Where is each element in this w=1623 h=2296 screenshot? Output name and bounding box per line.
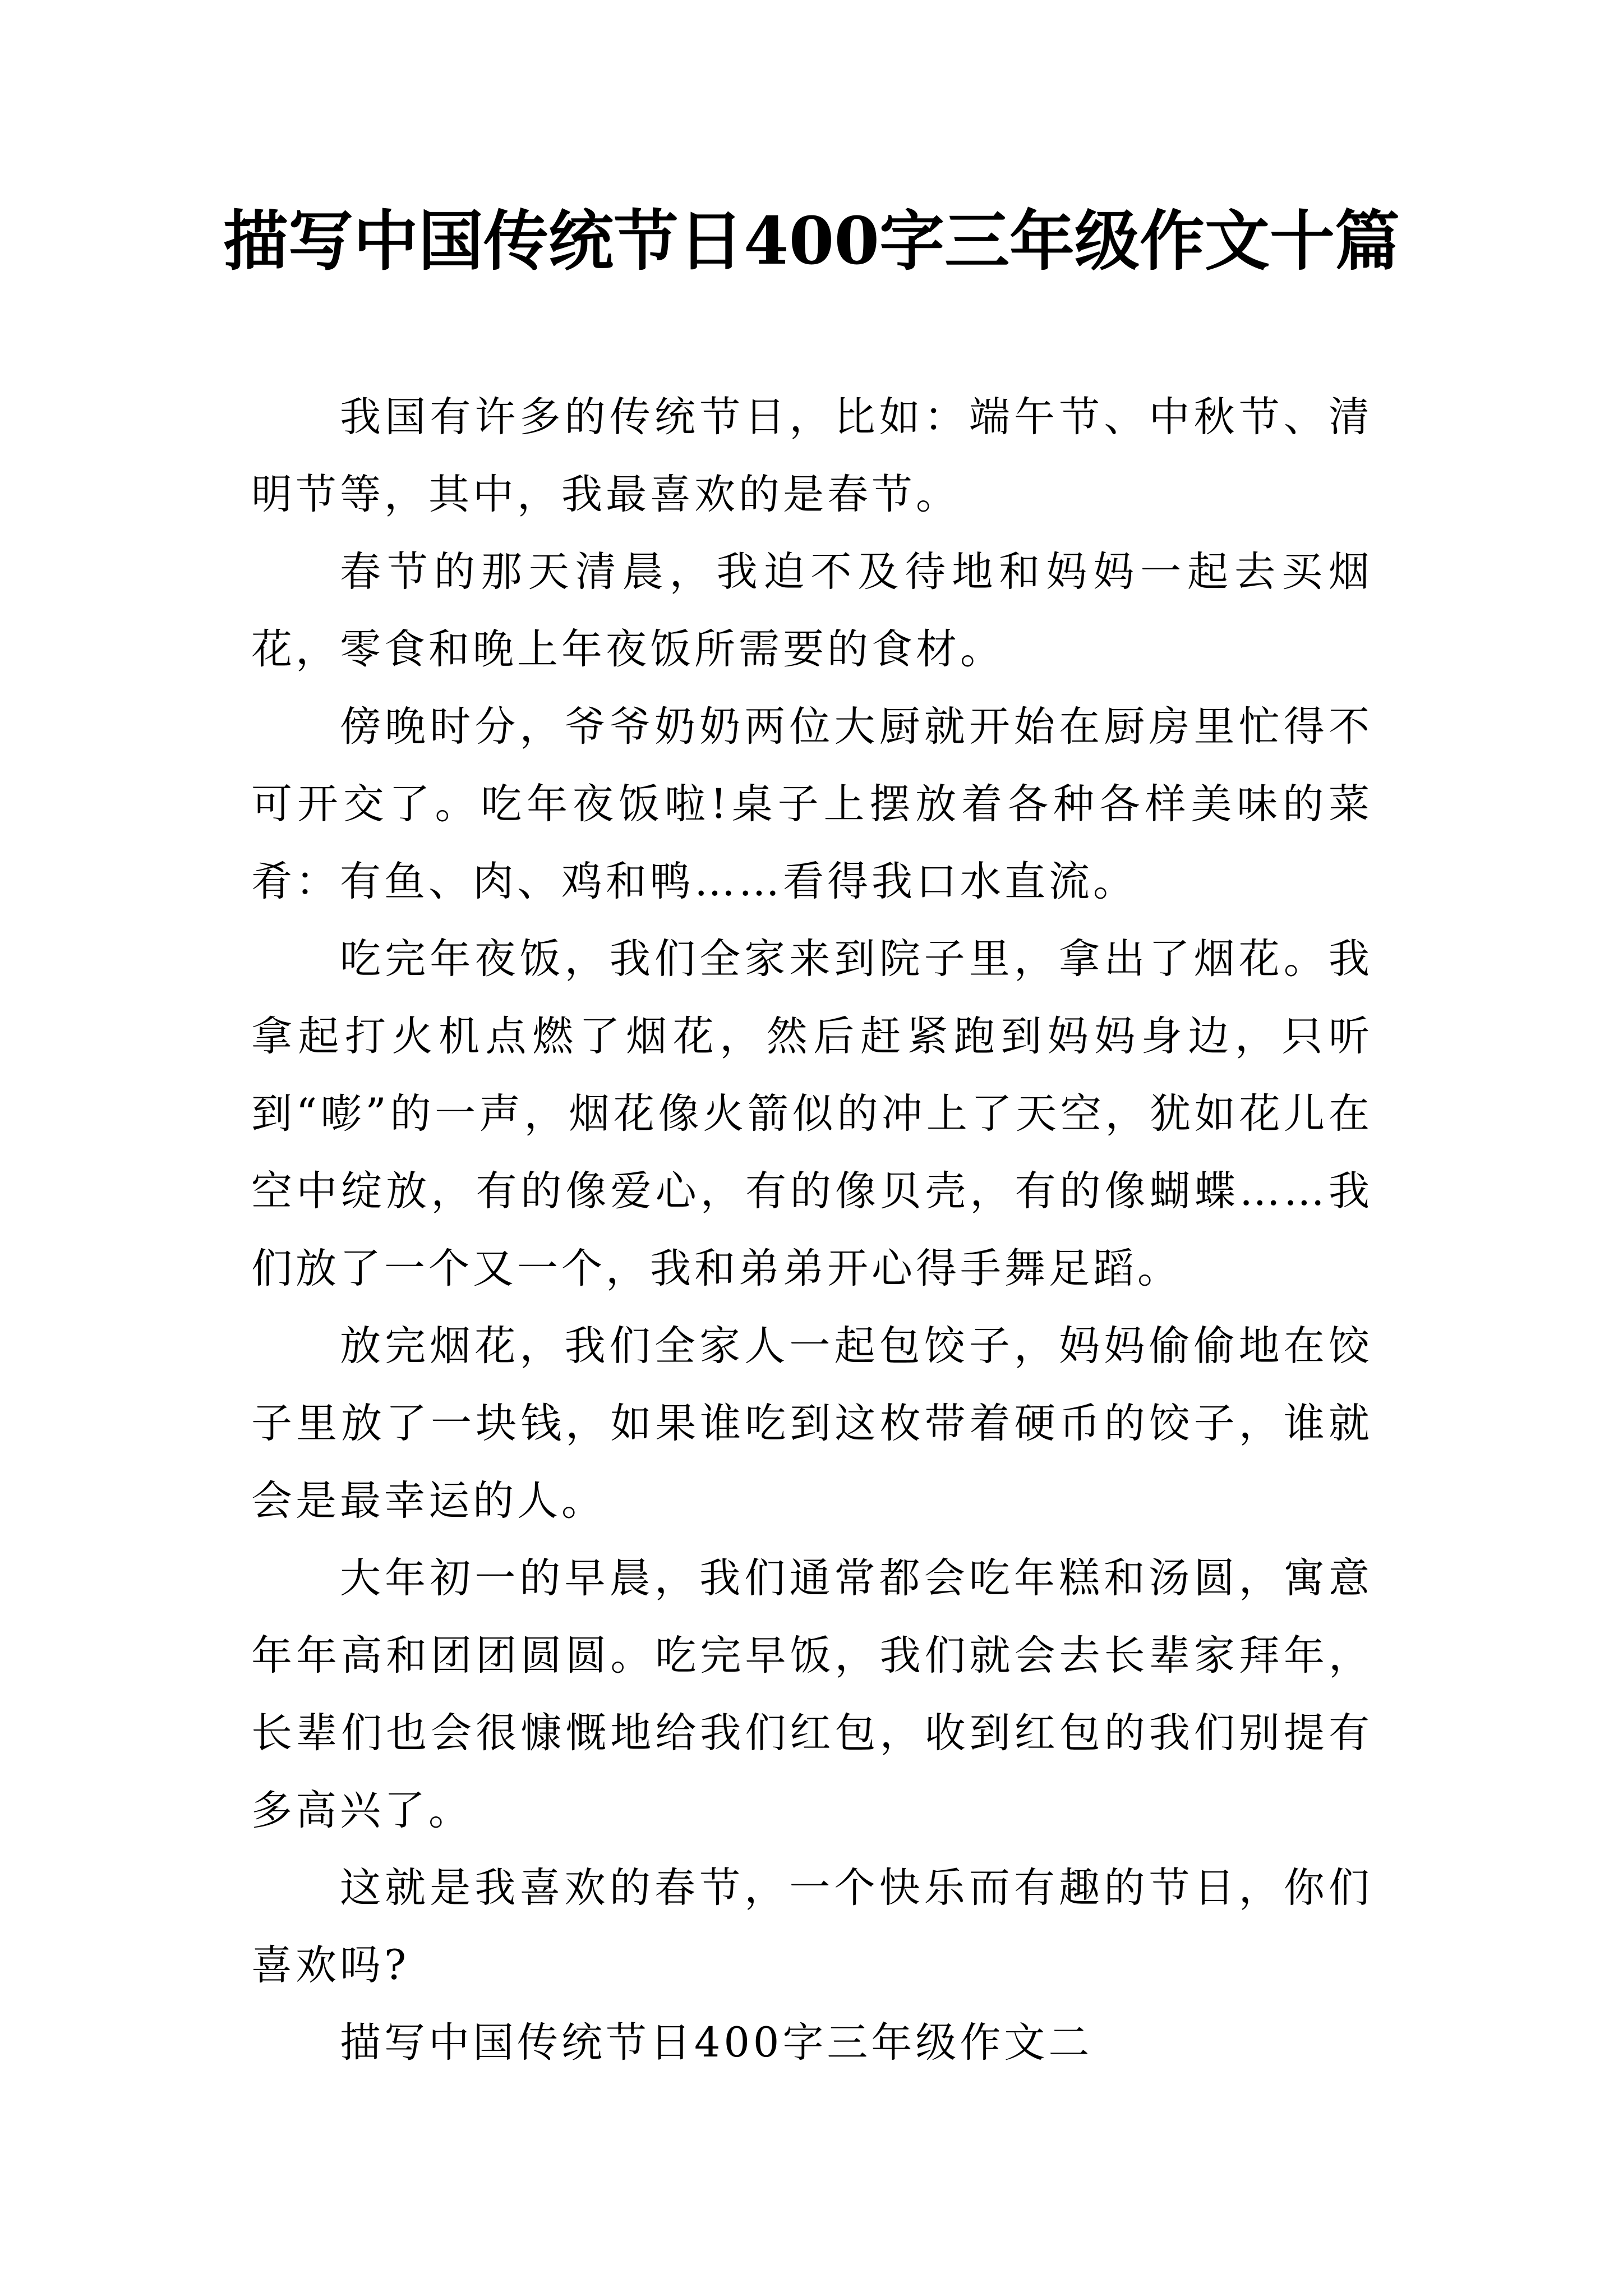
paragraph-4: 吃完年夜饭，我们全家来到院子里，拿出了烟花。我拿起打火机点燃了烟花，然后赶紧跑到妈妈身边，只听到“嘭”的一声，烟花像火箭似的冲上了天空，犹如花儿在空中绽放，有的像爱心，有的像贝壳，有的像蝴蝶……我们放了一个又一个，我和弟弟开心得手舞足蹈。 (251, 935, 1373, 1292)
paragraph-1: 我国有许多的传统节日，比如：端午节、中秋节、清明节等，其中，我最喜欢的是春节。 (251, 393, 1373, 518)
document-body (251, 379, 1373, 2082)
paragraph-2: 春节的那天清晨，我迫不及待地和妈妈一起去买烟花，零食和晚上年夜饭所需要的食材。 (251, 548, 1373, 673)
section-heading-2: 描写中国传统节日400字三年级作文二 (340, 2019, 1093, 2067)
paragraph-3: 傍晚时分，爷爷奶奶两位大厨就开始在厨房里忙得不可开交了。吃年夜饭啦!桌子上摆放着各种各样美味的菜肴：有鱼、肉、鸡和鸭……看得我口水直流。 (251, 703, 1373, 905)
paragraph-6: 大年初一的早晨，我们通常都会吃年糕和汤圆，寓意年年高和团团圆圆。吃完早饭，我们就会去长辈家拜年，长辈们也会很慷慨地给我们红包，收到红包的我们别提有多高兴了。 (251, 1554, 1373, 1834)
paragraph-5: 放完烟花，我们全家人一起包饺子，妈妈偷偷地在饺子里放了一块钱，如果谁吃到这枚带着硬币的饺子，谁就会是最幸运的人。 (251, 1322, 1373, 1525)
document-title: 描写中国传统节日400字三年级作文十篇 (223, 203, 1400, 279)
paragraph-7: 这就是我喜欢的春节，一个快乐而有趣的节日，你们喜欢吗? (251, 1864, 1373, 1989)
